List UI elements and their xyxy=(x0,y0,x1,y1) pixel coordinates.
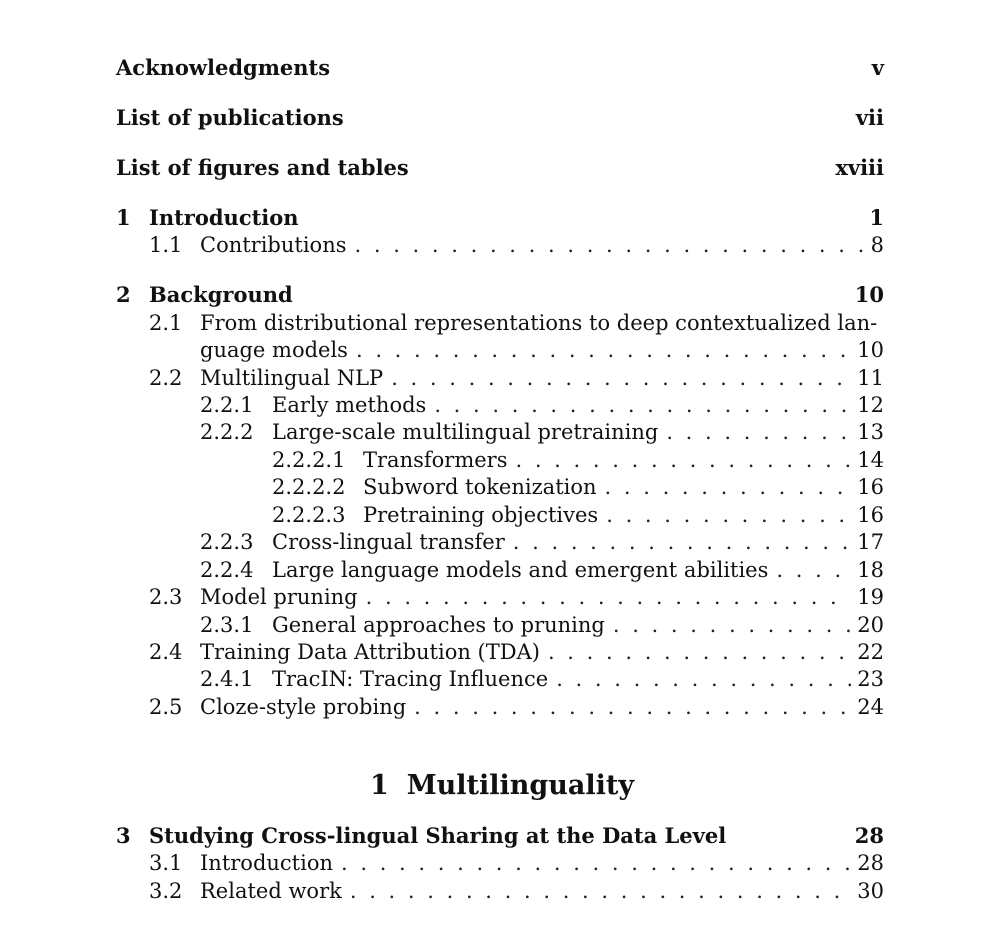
toc-section-2-1-continued[interactable] xyxy=(116,336,884,364)
toc-entry-number: 2.3.1 xyxy=(200,613,254,637)
toc-chapter-3[interactable] xyxy=(116,822,884,850)
toc-entry-number: 2.2.4 xyxy=(200,558,254,582)
toc-entry-title: Early methods xyxy=(272,393,427,417)
part-number: 1 xyxy=(369,770,389,801)
toc-entry-number: 1 xyxy=(116,205,131,230)
toc-subsection-2-4-1[interactable] xyxy=(116,665,884,693)
toc-entry-list-of-publications[interactable] xyxy=(116,104,884,132)
toc-subsubsection-2-2-2-2[interactable] xyxy=(116,473,884,501)
toc-entry-title: guage models xyxy=(200,338,348,362)
toc-entry-number: 2.5 xyxy=(149,695,183,719)
toc-entry-page: 20 xyxy=(857,613,884,637)
toc-entry-page: 10 xyxy=(854,282,884,307)
toc-entry-title: Subword tokenization xyxy=(363,475,597,499)
toc-entry-title: Related work xyxy=(200,879,342,903)
toc-entry-page: 28 xyxy=(854,823,884,848)
toc-entry-page: 19 xyxy=(857,585,884,609)
toc-section-2-2[interactable] xyxy=(116,364,884,392)
toc-entry-title: Model pruning xyxy=(200,585,358,609)
dot-leader xyxy=(513,528,851,556)
toc-entry-page: 30 xyxy=(857,879,884,903)
toc-subsection-2-2-1[interactable] xyxy=(116,391,884,419)
toc-entry-number: 2.3 xyxy=(149,585,183,609)
toc-entry-title: Contributions xyxy=(200,233,347,257)
toc-entry-title: Background xyxy=(149,282,293,307)
toc-subsection-2-2-2[interactable] xyxy=(116,418,884,446)
toc-entry-number: 1.1 xyxy=(149,233,183,257)
toc-entry-page: v xyxy=(871,55,884,80)
dot-leader xyxy=(613,611,851,639)
toc-entry-title: Introduction xyxy=(149,205,299,230)
toc-section-2-5[interactable] xyxy=(116,693,884,721)
toc-section-3-2[interactable] xyxy=(116,877,884,905)
toc-entry-number: 2.2.2.1 xyxy=(272,448,346,472)
toc-entry-title: Multilingual NLP xyxy=(200,366,384,390)
toc-entry-number: 2.1 xyxy=(149,311,183,335)
toc-entry-title: Cloze-style probing xyxy=(200,695,407,719)
toc-entry-number: 2.4 xyxy=(149,640,183,664)
dot-leader xyxy=(605,473,852,501)
toc-entry-page: 18 xyxy=(857,558,884,582)
toc-subsection-2-3-1[interactable] xyxy=(116,611,884,639)
dot-leader xyxy=(366,583,852,611)
dot-leader xyxy=(776,556,851,584)
toc-entry-number: 3.1 xyxy=(149,851,183,875)
toc-entry-page: 16 xyxy=(857,475,884,499)
toc-subsubsection-2-2-2-1[interactable] xyxy=(116,446,884,474)
toc-entry-number: 3.2 xyxy=(149,879,183,903)
dot-leader xyxy=(341,849,851,877)
toc-entry-number: 2.2.2 xyxy=(200,420,254,444)
toc-entry-number: 2.2.1 xyxy=(200,393,254,417)
dot-leader xyxy=(548,638,851,666)
part-title: Multilinguality xyxy=(406,770,635,801)
toc-subsubsection-2-2-2-3[interactable] xyxy=(116,501,884,529)
toc-section-1-1[interactable] xyxy=(116,231,884,259)
toc-entry-page: 23 xyxy=(857,667,884,691)
toc-entry-list-of-figures[interactable] xyxy=(116,154,884,182)
toc-entry-number: 2.2.2.2 xyxy=(272,475,346,499)
toc-entry-title: Acknowledgments xyxy=(116,55,331,80)
toc-entry-page: 10 xyxy=(857,338,884,362)
dot-leader xyxy=(556,665,851,693)
toc-entry-page: 14 xyxy=(857,448,884,472)
toc-entry-number: 2 xyxy=(116,282,131,307)
toc-entry-title: Pretraining objectives xyxy=(363,503,599,527)
dot-leader xyxy=(666,418,851,446)
toc-entry-title: General approaches to pruning xyxy=(272,613,605,637)
toc-entry-number: 2.4.1 xyxy=(200,667,254,691)
toc-entry-page: 16 xyxy=(857,503,884,527)
toc-entry-title: List of publications xyxy=(116,105,344,130)
toc-entry-number: 2.2.2.3 xyxy=(272,503,346,527)
toc-entry-title: Training Data Attribution (TDA) xyxy=(200,640,540,664)
toc-subsection-2-2-4[interactable] xyxy=(116,556,884,584)
dot-leader xyxy=(434,391,851,419)
toc-entry-title: TracIN: Tracing Influence xyxy=(272,667,549,691)
toc-entry-page: 1 xyxy=(869,205,884,230)
toc-entry-page: 11 xyxy=(857,366,884,390)
toc-chapter-2[interactable] xyxy=(116,281,884,309)
toc-entry-page: 24 xyxy=(857,695,884,719)
dot-leader xyxy=(606,501,851,529)
toc-section-2-4[interactable] xyxy=(116,638,884,666)
toc-entry-page: 17 xyxy=(857,530,884,554)
toc-section-3-1[interactable] xyxy=(116,849,884,877)
toc-entry-title: Introduction xyxy=(200,851,333,875)
toc-subsection-2-2-3[interactable] xyxy=(116,528,884,556)
toc-entry-page: xviii xyxy=(835,155,884,180)
toc-entry-title: Transformers xyxy=(363,448,508,472)
dot-leader xyxy=(414,693,851,721)
dot-leader xyxy=(356,336,851,364)
toc-entry-page: 13 xyxy=(857,420,884,444)
dot-leader xyxy=(515,446,851,474)
dot-leader xyxy=(391,364,851,392)
part-heading xyxy=(0,768,1004,804)
toc-entry-page: 12 xyxy=(857,393,884,417)
toc-entry-title: Large-scale multilingual pretraining xyxy=(272,420,659,444)
toc-chapter-1[interactable] xyxy=(116,204,884,232)
toc-entry-title: Large language models and emergent abilities xyxy=(272,558,769,582)
toc-entry-number: 3 xyxy=(116,823,131,848)
toc-entry-number: 2.2.3 xyxy=(200,530,254,554)
toc-entry-title: Studying Cross-lingual Sharing at the Data Level xyxy=(149,823,727,848)
toc-entry-title: From distributional representations to deep contextualized lan- xyxy=(200,311,878,335)
toc-section-2-1[interactable] xyxy=(116,309,884,337)
toc-entry-page: 8 xyxy=(870,233,884,257)
toc-section-2-3[interactable] xyxy=(116,583,884,611)
dot-leader xyxy=(355,231,865,259)
toc-entry-title: Cross-lingual transfer xyxy=(272,530,505,554)
toc-entry-number: 2.2 xyxy=(149,366,183,390)
toc-entry-page: 22 xyxy=(857,640,884,664)
toc-entry-page: 28 xyxy=(857,851,884,875)
toc-entry-title: List of figures and tables xyxy=(116,155,409,180)
dot-leader xyxy=(350,877,851,905)
toc-entry-page: vii xyxy=(855,105,884,130)
toc-entry-acknowledgments[interactable] xyxy=(116,54,884,82)
